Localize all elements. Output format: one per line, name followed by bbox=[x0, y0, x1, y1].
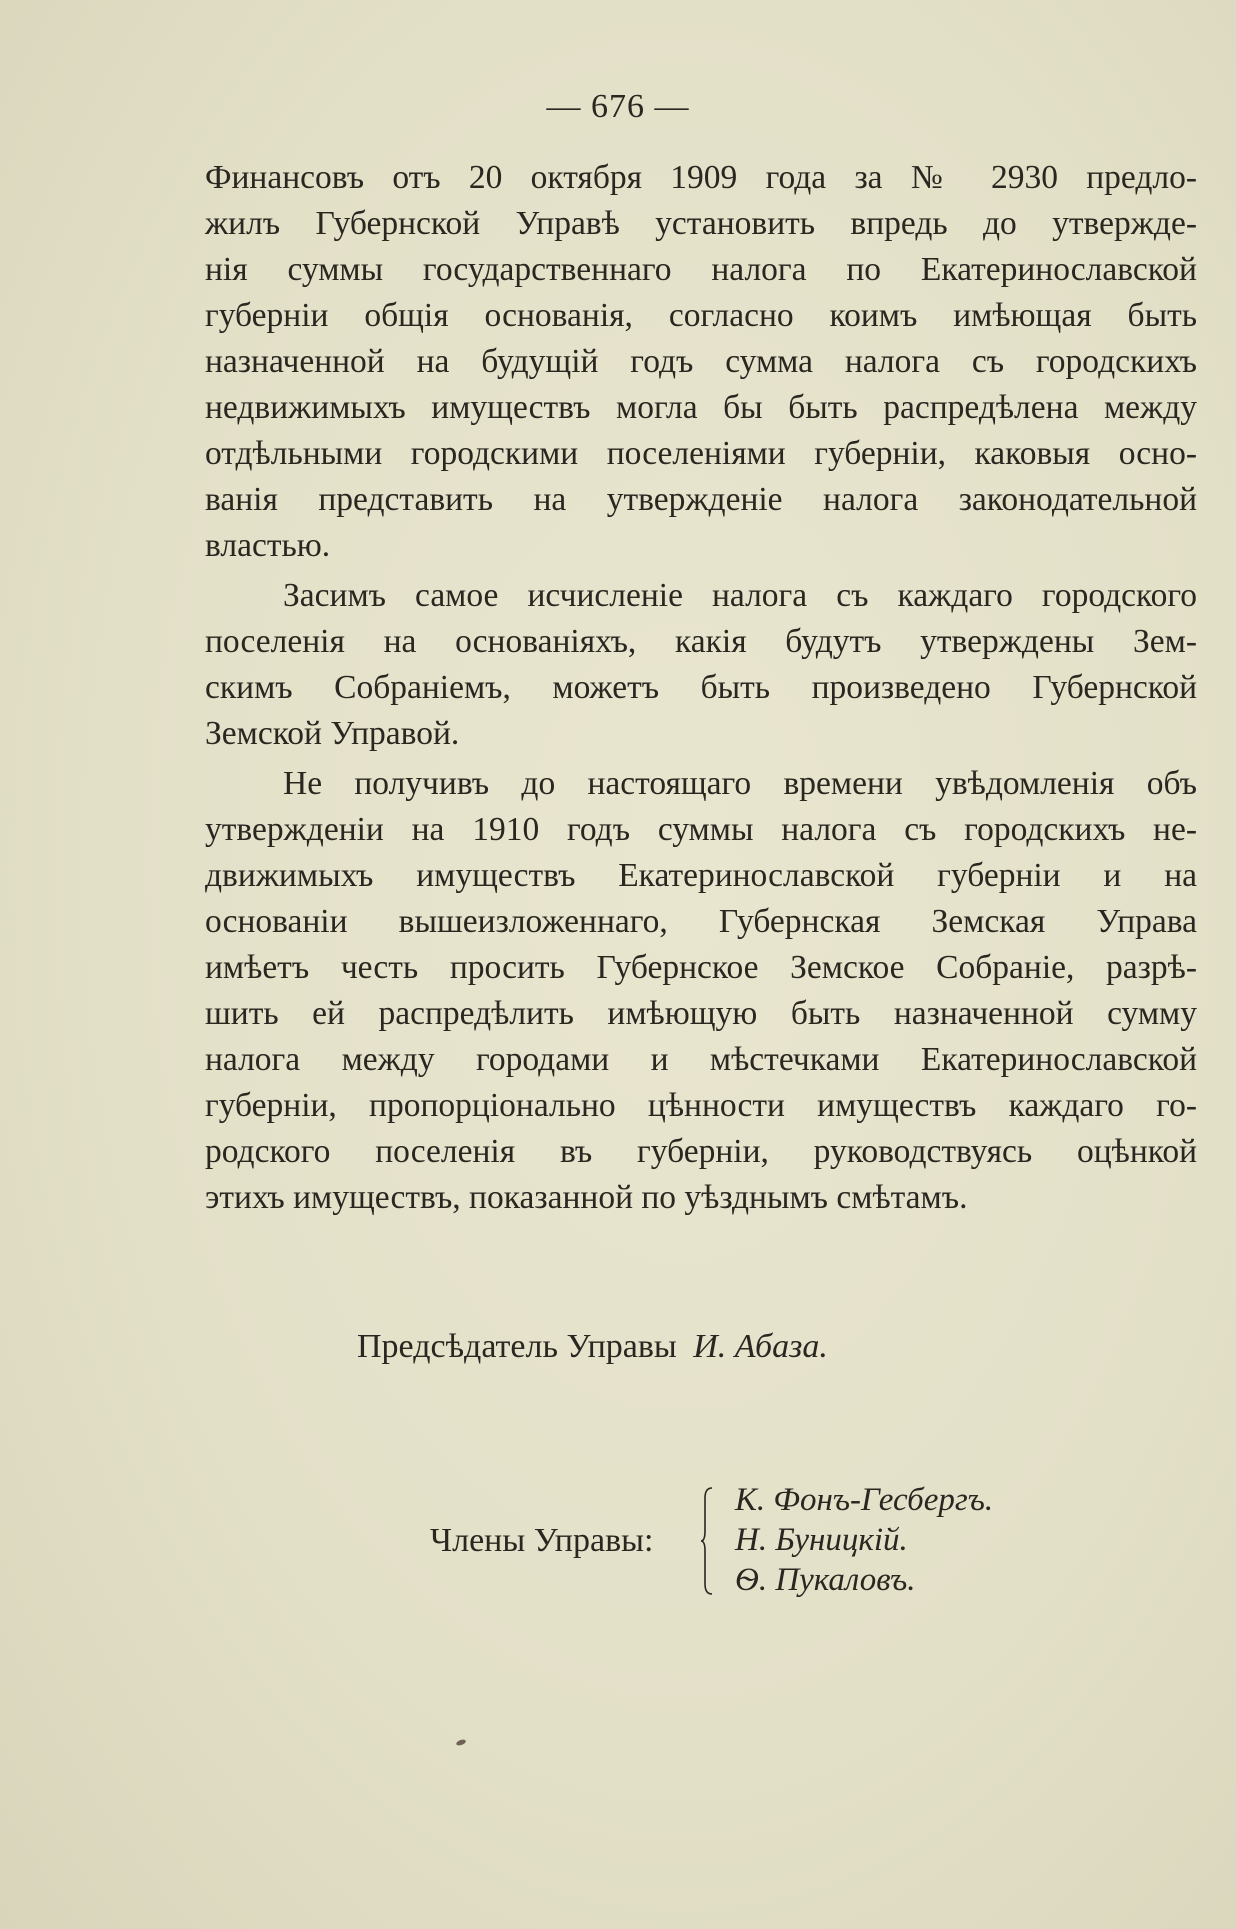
text-line: нія суммы государственнаго налога по Екатеринославской bbox=[205, 251, 1197, 288]
text-line: этихъ имуществъ, показанной по уѣзднымъ смѣтамъ. bbox=[205, 1179, 968, 1216]
text-line: губерніи общія основанія, согласно коимъ имѣющая быть bbox=[205, 297, 1197, 334]
member-name: Ѳ. Пукаловъ. bbox=[735, 1562, 916, 1598]
text-line: Засимъ самое исчисленіе налога съ каждаго городского bbox=[283, 577, 1197, 614]
members-list bbox=[735, 1480, 993, 1600]
text-line: назначенной на будущій годъ сумма налога съ городскихъ bbox=[205, 343, 1197, 380]
page-number: — 676 — bbox=[546, 88, 690, 125]
text-line: утвержденіи на 1910 годъ суммы налога съ городскихъ не- bbox=[205, 811, 1197, 848]
chairman-name: И. Абаза. bbox=[693, 1328, 828, 1365]
text-line: ванія представить на утвержденіе налога законодательной bbox=[205, 481, 1197, 518]
text-line: Финансовъ отъ 20 октября 1909 года за № 2930 предло- bbox=[205, 159, 1197, 196]
text-line: жилъ Губернской Управѣ установить впредь до утвержде- bbox=[205, 205, 1197, 242]
text-line: налога между городами и мѣстечками Екатеринославской bbox=[205, 1041, 1197, 1078]
text-line: поселенія на основаніяхъ, какія будутъ утверждены Зем- bbox=[205, 623, 1197, 660]
member-name: К. Фонъ-Гесбергъ. bbox=[735, 1482, 994, 1518]
text-line: властью. bbox=[205, 527, 331, 564]
text-line: движимыхъ имуществъ Екатеринославской губерніи и на bbox=[205, 857, 1197, 894]
member-name: Н. Буницкій. bbox=[735, 1522, 908, 1558]
paragraph-1 bbox=[205, 155, 1197, 569]
members-signature-block bbox=[430, 1480, 1130, 1600]
chairman-label: Предсѣдатель Управы bbox=[357, 1328, 677, 1365]
text-line: Не получивъ до настоящаго времени увѣдомленія объ bbox=[283, 765, 1197, 802]
ink-speck bbox=[455, 1738, 466, 1746]
paragraph-3 bbox=[205, 761, 1197, 1221]
text-line: имѣетъ честь просить Губернское Земское Собраніе, разрѣ- bbox=[205, 949, 1197, 986]
text-line: основаніи вышеизложеннаго, Губернская Земская Управа bbox=[205, 903, 1197, 940]
curly-brace-icon bbox=[700, 1486, 714, 1596]
text-line: скимъ Собраніемъ, можетъ быть произведено Губернской bbox=[205, 669, 1197, 706]
body-text bbox=[205, 155, 1197, 1225]
text-line: Земской Управой. bbox=[205, 715, 460, 752]
text-line: шить ей распредѣлить имѣющую быть назначенной сумму bbox=[205, 995, 1197, 1032]
text-line: губерніи, пропорціонально цѣнности имуществъ каждаго го- bbox=[205, 1087, 1197, 1124]
members-label: Члены Управы: bbox=[430, 1522, 654, 1559]
text-line: отдѣльными городскими поселеніями губерніи, каковыя осно- bbox=[205, 435, 1197, 472]
text-line: недвижимыхъ имуществъ могла бы быть распредѣлена между bbox=[205, 389, 1197, 426]
text-line: родского поселенія въ губерніи, руководствуясь оцѣнкой bbox=[205, 1133, 1197, 1170]
chairman-signature bbox=[357, 1328, 828, 1366]
paragraph-2 bbox=[205, 573, 1197, 757]
